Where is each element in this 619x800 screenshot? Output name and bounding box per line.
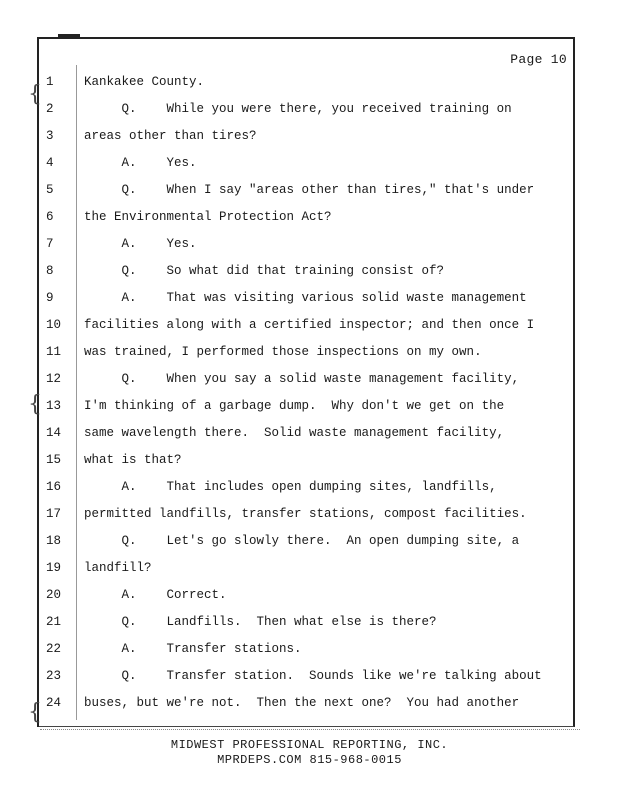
binding-mark-bottom: { [28, 700, 42, 725]
transcript-line [0, 558, 619, 578]
transcript-line [0, 693, 619, 713]
line-number: 9 [46, 291, 54, 305]
transcript-line [0, 531, 619, 551]
line-text: Q. Transfer station. Sounds like we're talking about [84, 669, 542, 683]
line-number: 10 [46, 318, 62, 332]
binding-mark-top: { [28, 82, 42, 107]
line-number: 14 [46, 426, 62, 440]
line-text: what is that? [84, 453, 182, 467]
line-text: A. That was visiting various solid waste management [84, 291, 527, 305]
line-number: 1 [46, 75, 54, 89]
footer-contact-info: MPRDEPS.COM 815-968-0015 [217, 753, 402, 767]
line-text: same wavelength there. Solid waste management facility, [84, 426, 505, 440]
transcript-line [0, 342, 619, 362]
transcript-line [0, 612, 619, 632]
line-text: A. Correct. [84, 588, 227, 602]
line-text: was trained, I performed those inspections on my own. [84, 345, 482, 359]
transcript-line [0, 450, 619, 470]
line-text: A. Transfer stations. [84, 642, 302, 656]
footer-divider [40, 729, 580, 731]
line-text: the Environmental Protection Act? [84, 210, 332, 224]
transcript-line [0, 423, 619, 443]
line-text: Q. Let's go slowly there. An open dumping site, a [84, 534, 520, 548]
line-text: I'm thinking of a garbage dump. Why don't we get on the [84, 399, 505, 413]
footer-company-name: MIDWEST PROFESSIONAL REPORTING, INC. [170, 738, 449, 752]
binding-mark-middle: { [28, 392, 42, 417]
line-text: Q. While you were there, you received training on [84, 102, 512, 116]
transcript-line [0, 126, 619, 146]
line-number: 22 [46, 642, 62, 656]
transcript-line [0, 288, 619, 308]
line-text: landfill? [84, 561, 152, 575]
line-text: A. Yes. [84, 156, 197, 170]
line-number: 15 [46, 453, 62, 467]
transcript-line [0, 207, 619, 227]
top-margin-tick [58, 34, 80, 37]
line-text: Q. When you say a solid waste management facility, [84, 372, 520, 386]
line-number: 17 [46, 507, 62, 521]
transcript-line [0, 666, 619, 686]
transcript-line [0, 99, 619, 119]
line-text: Q. When I say "areas other than tires," that's under [84, 183, 535, 197]
transcript-line [0, 369, 619, 389]
line-number: 11 [46, 345, 62, 359]
transcript-line [0, 234, 619, 254]
transcript-line [0, 261, 619, 281]
line-text: areas other than tires? [84, 129, 257, 143]
line-number: 6 [46, 210, 54, 224]
line-number: 13 [46, 399, 62, 413]
line-text: facilities along with a certified inspector; and then once I [84, 318, 535, 332]
line-number: 7 [46, 237, 54, 251]
line-text: A. That includes open dumping sites, landfills, [84, 480, 497, 494]
line-number: 24 [46, 696, 62, 710]
line-number: 18 [46, 534, 62, 548]
line-number: 3 [46, 129, 54, 143]
line-text: Q. Landfills. Then what else is there? [84, 615, 437, 629]
line-number: 2 [46, 102, 54, 116]
line-text: permitted landfills, transfer stations, compost facilities. [84, 507, 527, 521]
page-number-label: Page 10 [510, 52, 567, 67]
line-number: 5 [46, 183, 54, 197]
line-text: Q. So what did that training consist of? [84, 264, 445, 278]
transcript-line [0, 477, 619, 497]
line-text: Kankakee County. [84, 75, 205, 89]
transcript-line [0, 639, 619, 659]
line-number: 23 [46, 669, 62, 683]
transcript-line [0, 504, 619, 524]
transcript-line [0, 392, 619, 417]
line-number: 20 [46, 588, 62, 602]
line-number: 12 [46, 372, 62, 386]
transcript-line [0, 72, 619, 92]
line-number: 4 [46, 156, 54, 170]
line-number: 16 [46, 480, 62, 494]
line-text: buses, but we're not. Then the next one? You had another [84, 696, 520, 710]
line-number: 19 [46, 561, 62, 575]
transcript-line [0, 585, 619, 605]
line-number: 21 [46, 615, 62, 629]
line-text: A. Yes. [84, 237, 197, 251]
line-number: 8 [46, 264, 54, 278]
transcript-line [0, 315, 619, 335]
transcript-line [0, 180, 619, 200]
transcript-line [0, 153, 619, 173]
